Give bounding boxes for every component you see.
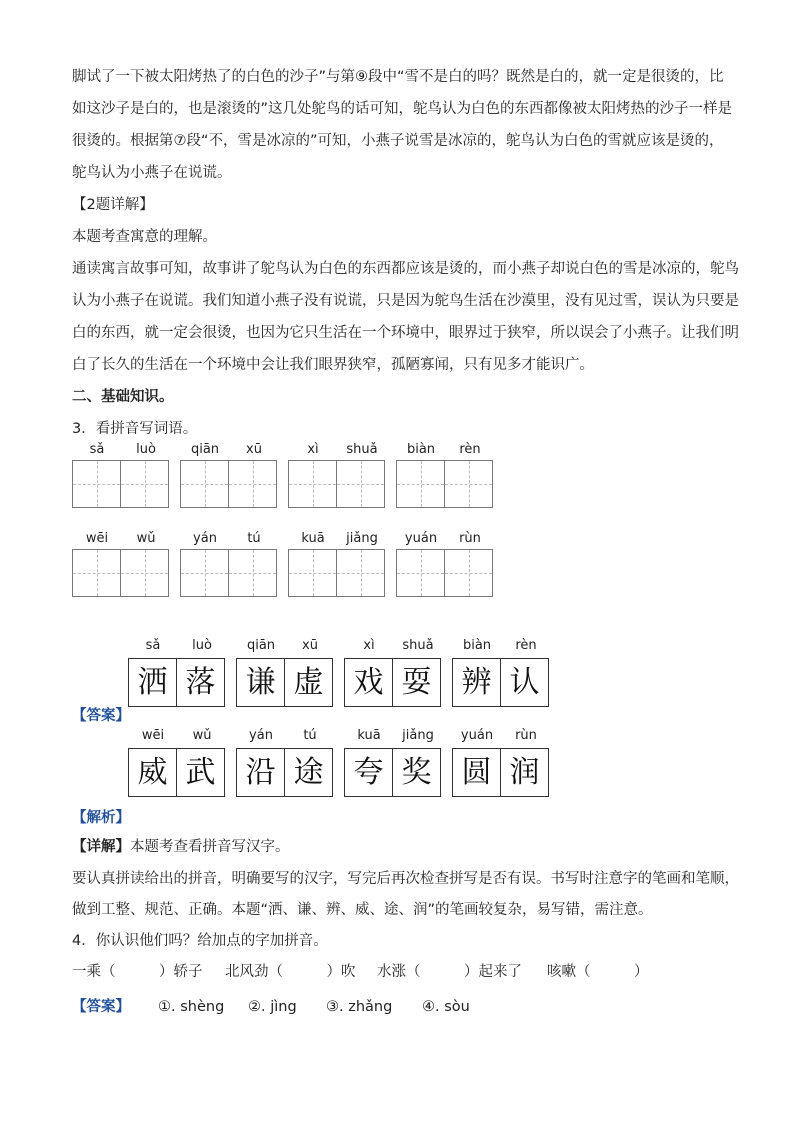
writing-box[interactable] bbox=[72, 549, 121, 597]
intro-line-4: 鸵鸟认为小燕子在说谎。 bbox=[72, 165, 232, 181]
answer-char: 途 bbox=[284, 748, 333, 797]
pinyin-label: qiān bbox=[190, 442, 220, 457]
writing-box[interactable] bbox=[72, 460, 121, 508]
q4-item-4: 咳嗽（ ） bbox=[547, 964, 649, 980]
writing-box[interactable] bbox=[180, 460, 229, 508]
writing-box[interactable] bbox=[336, 549, 385, 597]
answer-char: 圆 bbox=[452, 748, 501, 797]
intro-line-2: 如这沙子是白的，也是滚烫的”这几处鸵鸟的话可知，鸵鸟认为白色的东西都像被太阳烤热的沙子一样是 bbox=[72, 101, 733, 117]
section-title: 二、基础知识。 bbox=[72, 389, 174, 405]
pinyin-label: xū bbox=[246, 442, 262, 457]
analysis-label: 【解析】 bbox=[72, 810, 130, 826]
writing-box[interactable] bbox=[228, 460, 277, 508]
answer-pinyin: yán bbox=[249, 728, 273, 743]
pinyin-label: kuā bbox=[301, 531, 325, 546]
writing-box[interactable] bbox=[336, 460, 385, 508]
answer-char: 戏 bbox=[344, 658, 393, 707]
q4-title: 4．你认识他们吗？给加点的字加拼音。 bbox=[72, 933, 328, 949]
answer-char: 武 bbox=[176, 748, 225, 797]
writing-box[interactable] bbox=[444, 549, 493, 597]
answer-pinyin: shuǎ bbox=[402, 638, 434, 653]
answer-char: 威 bbox=[128, 748, 177, 797]
writing-box[interactable] bbox=[396, 549, 445, 597]
answer-pinyin: wǔ bbox=[192, 728, 212, 743]
writing-box[interactable] bbox=[396, 460, 445, 508]
q2-line-2: 认为小燕子在说谎。我们知道小燕子没有说谎，只是因为鸵鸟生活在沙漠里，没有见过雪，误认为只要是 bbox=[72, 293, 739, 309]
answer-pinyin: sǎ bbox=[145, 638, 161, 653]
q3-explain-line-1: 要认真拼读给出的拼音，明确要写的汉字，写完后再次检查拼写是否有误。书写时注意字的笔画和笔顺， bbox=[72, 871, 739, 887]
pinyin-label: xì bbox=[307, 442, 319, 457]
detail-label: 【详解】 bbox=[72, 839, 130, 855]
q4-answer-3: ③. zhǎng bbox=[326, 999, 393, 1015]
answer-char: 沿 bbox=[236, 748, 285, 797]
answer-pinyin: rùn bbox=[515, 728, 537, 743]
writing-box[interactable] bbox=[120, 549, 169, 597]
writing-box[interactable] bbox=[228, 549, 277, 597]
detail-line bbox=[72, 838, 290, 856]
pinyin-label: jiǎng bbox=[346, 531, 378, 546]
intro-line-3: 很烫的。根据第⑦段“不，雪是冰凉的”可知，小燕子说雪是冰凉的，鸵鸟认为白色的雪就应该是烫的， bbox=[72, 133, 724, 149]
pinyin-label: wǔ bbox=[136, 531, 156, 546]
q4-answer-2: ②. jìng bbox=[248, 999, 297, 1015]
pinyin-label: biàn bbox=[406, 442, 436, 457]
answer-pinyin: rèn bbox=[515, 638, 537, 653]
answer-pinyin: jiǎng bbox=[402, 728, 434, 743]
q2-line-4: 白了长久的生活在一个环境中会让我们眼界狭窄，孤陋寡闻，只有见多才能识广。 bbox=[72, 357, 594, 373]
pinyin-label: yán bbox=[193, 531, 217, 546]
answer-pinyin: qiān bbox=[246, 638, 276, 653]
pinyin-label: rùn bbox=[459, 531, 481, 546]
answer-char: 耍 bbox=[392, 658, 441, 707]
answer-char: 认 bbox=[500, 658, 549, 707]
answer-pinyin: luò bbox=[192, 638, 212, 653]
q4-answer-label: 【答案】 bbox=[72, 999, 130, 1015]
q4-item-1: 一乘（ ）轿子 bbox=[72, 964, 203, 980]
answer-char: 洒 bbox=[128, 658, 177, 707]
writing-box[interactable] bbox=[444, 460, 493, 508]
pinyin-label: sǎ bbox=[89, 442, 105, 457]
detail-text: 本题考查看拼音写汉字。 bbox=[130, 839, 290, 855]
q2-line-1: 通读寓言故事可知，故事讲了鸵鸟认为白色的东西都应该是烫的，而小燕子却说白色的雪是冰凉的，鸵鸟 bbox=[72, 261, 739, 277]
pinyin-label: tú bbox=[247, 531, 261, 546]
answer-pinyin: wēi bbox=[141, 728, 165, 743]
answer-char: 虚 bbox=[284, 658, 333, 707]
q3-title: 3．看拼音写词语。 bbox=[72, 421, 198, 437]
answer-pinyin: kuā bbox=[357, 728, 381, 743]
q3-explain-line-2: 做到工整、规范、正确。本题“洒、谦、辨、威、途、润”的笔画较复杂，易写错，需注意。 bbox=[72, 902, 653, 918]
answer-label: 【答案】 bbox=[72, 708, 130, 724]
q2-header: 【2题详解】 bbox=[72, 197, 154, 213]
pinyin-label: rèn bbox=[459, 442, 481, 457]
answer-char: 辨 bbox=[452, 658, 501, 707]
answer-char: 谦 bbox=[236, 658, 285, 707]
answer-pinyin: tú bbox=[303, 728, 317, 743]
answer-pinyin: xì bbox=[363, 638, 375, 653]
writing-box[interactable] bbox=[180, 549, 229, 597]
q4-answer-1: ①. shèng bbox=[158, 999, 225, 1015]
q4-item-3: 水涨（ ）起来了 bbox=[377, 964, 522, 980]
q2-line-3: 白的东西，就一定会很烫，也因为它只生活在一个环境中，眼界过于狭窄，所以误会了小燕子。让我们明 bbox=[72, 325, 739, 341]
q4-answer-4: ④. sòu bbox=[422, 999, 470, 1015]
answer-pinyin: biàn bbox=[462, 638, 492, 653]
answer-pinyin: xū bbox=[302, 638, 318, 653]
pinyin-label: yuán bbox=[404, 531, 438, 546]
pinyin-label: wēi bbox=[85, 531, 109, 546]
pinyin-label: luò bbox=[136, 442, 156, 457]
q4-item-2: 北风劲（ ）吹 bbox=[225, 964, 356, 980]
answer-char: 润 bbox=[500, 748, 549, 797]
writing-box[interactable] bbox=[288, 460, 337, 508]
q2-intro: 本题考查寓意的理解。 bbox=[72, 229, 217, 245]
intro-line-1: 脚试了一下被太阳烤热了的白色的沙子”与第⑨段中“雪不是白的吗？既然是白的，就一定是很烫的，比 bbox=[72, 69, 724, 85]
answer-char: 落 bbox=[176, 658, 225, 707]
answer-pinyin: yuán bbox=[460, 728, 494, 743]
answer-char: 夸 bbox=[344, 748, 393, 797]
writing-box[interactable] bbox=[120, 460, 169, 508]
pinyin-label: shuǎ bbox=[346, 442, 378, 457]
answer-char: 奖 bbox=[392, 748, 441, 797]
writing-box[interactable] bbox=[288, 549, 337, 597]
